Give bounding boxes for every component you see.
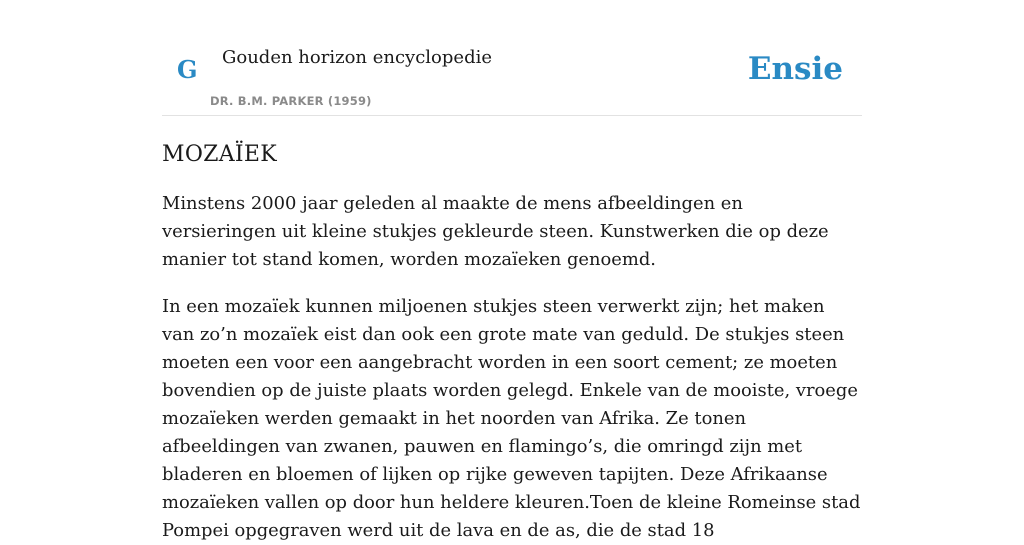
header	[162, 0, 862, 116]
entry-title: MOZAÏEK	[162, 142, 278, 167]
book-title-link[interactable]: Gouden horizon encyclopedie	[222, 47, 492, 68]
ensie-logo[interactable]: Ensie	[747, 51, 843, 87]
book-author: DR. B.M. PARKER (1959)	[210, 94, 372, 108]
paragraph: Minstens 2000 jaar geleden al maakte de mens afbeeldingen en versieringen uit kleine stukjes gekleurde steen. Kunstwerken die op deze manier tot stand komen, worden mozaïeken genoemd.	[162, 193, 829, 270]
book-logo[interactable]: G	[177, 55, 198, 84]
entry-body	[162, 190, 862, 545]
page	[162, 0, 862, 545]
paragraph: In een mozaïek kunnen miljoenen stukjes steen verwerkt zijn; het maken van zo’n mozaïek eist dan ook een grote mate van geduld. De stukjes steen moeten een voor een aangebracht worden in een soort cement; ze moeten bovendien op de juiste plaats worden gelegd. Enkele van de mooiste, vroege mozaïeken werden gemaakt in het noorden van Afrika. Ze tonen afbeeldingen van zwanen, pauwen en flamingo’s, die omringd zijn met bladeren en bloemen of lijken op rijke geweven tapijten. Deze Afrikaanse mozaïeken vallen op door hun heldere kleuren.Toen de kleine Romeinse stad Pompei opgegraven werd uit de lava en de as, die de stad 18	[162, 296, 861, 541]
